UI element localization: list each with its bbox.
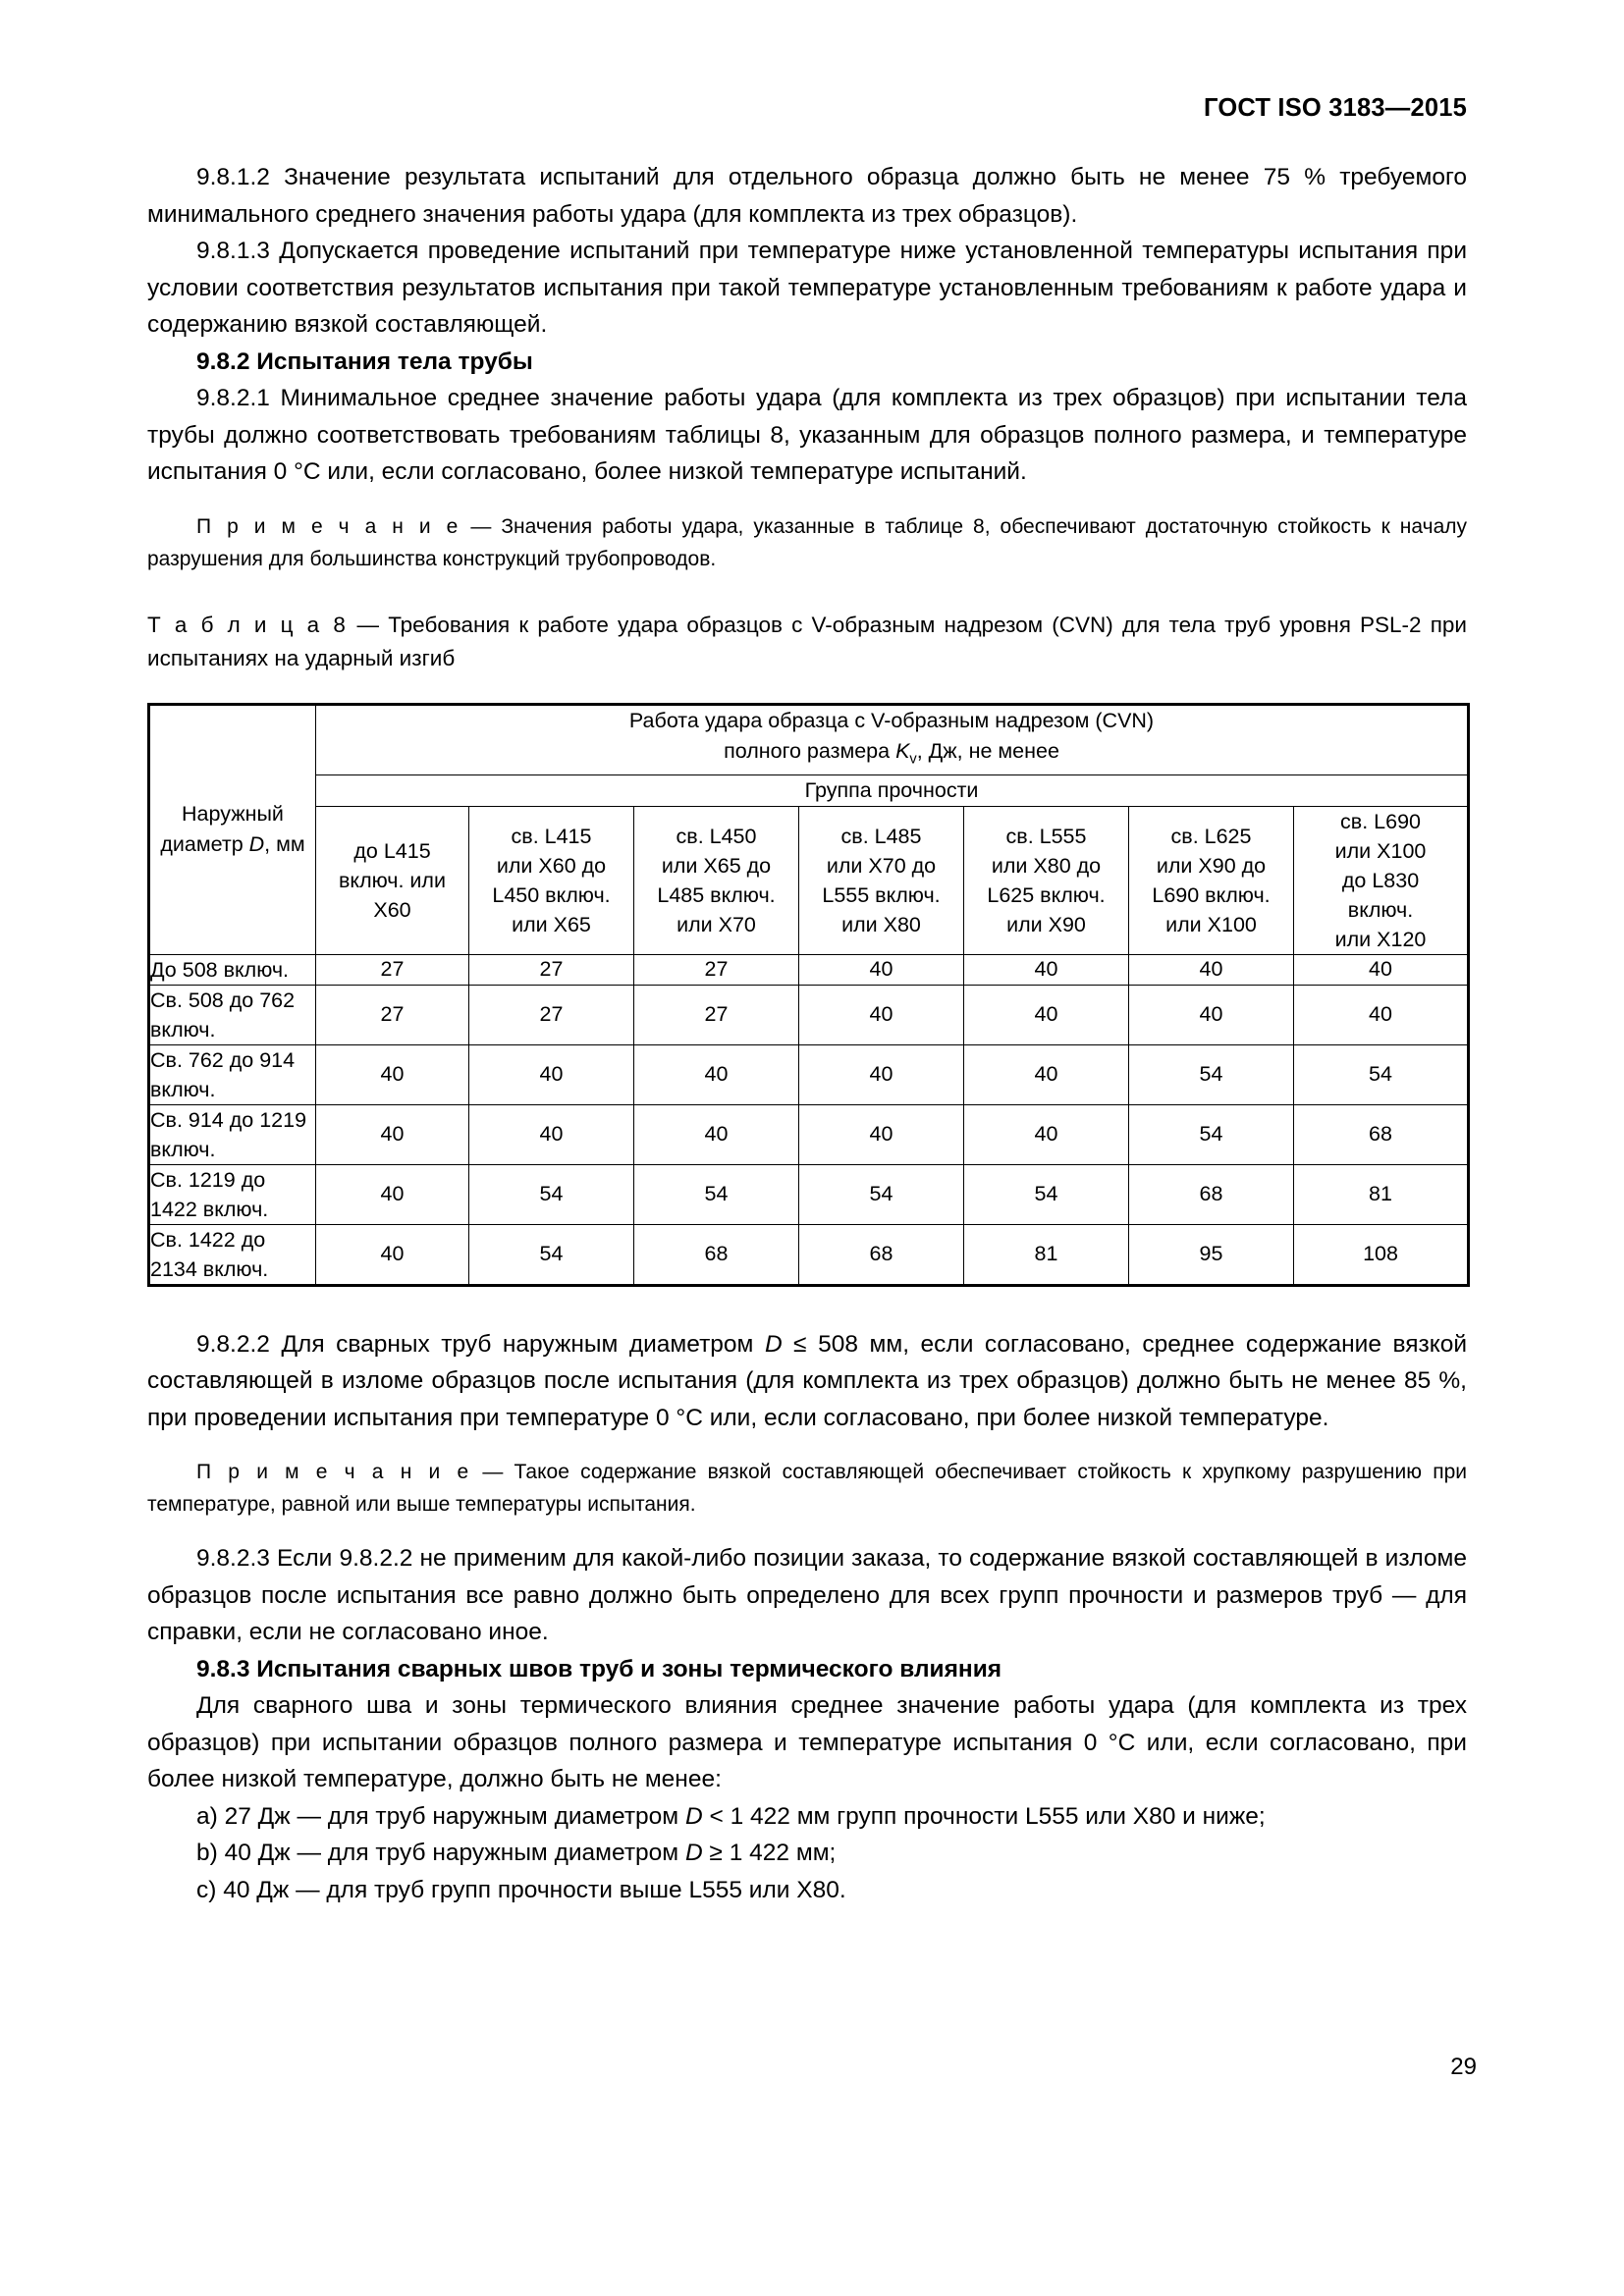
spacer [147, 1521, 1467, 1540]
column-header-1-line2: включ. или [339, 868, 446, 892]
column-header-5-line4: или X90 [1006, 912, 1086, 936]
symbol-d: D [764, 1330, 783, 1358]
cell-value: 40 [634, 1104, 799, 1164]
stub-header-symbol-d: D [248, 832, 265, 857]
note-1 [147, 510, 1467, 575]
row-label: Св. 1219 до 1422 включ. [149, 1164, 316, 1224]
cell-value: 81 [1294, 1164, 1469, 1224]
note-1-text: — Значения работы удара, указанные в таблице 8, обеспечивают достаточную стойкость к началу разрушения для большинства конструкций трубопроводов. [147, 514, 1467, 570]
cell-value: 54 [469, 1164, 634, 1224]
list-item [147, 1835, 1467, 1872]
cell-value: 40 [316, 1164, 469, 1224]
spacer [147, 1287, 1467, 1326]
page-content [147, 0, 1467, 1908]
cell-value: 95 [1129, 1224, 1294, 1285]
table-row [149, 954, 1469, 985]
spacer [147, 575, 1467, 609]
cell-value: 54 [964, 1164, 1129, 1224]
column-header-4-line4: или X80 [841, 912, 921, 936]
table-caption-text: — Требования к работе удара образцов с V-образным надрезом (CVN) для тела труб уровня PSL-2 при испытаниях на ударный изгиб [147, 612, 1467, 670]
cell-value: 40 [964, 1104, 1129, 1164]
group-header-line2-b: , Дж, не менее [916, 738, 1059, 763]
spacer [147, 491, 1467, 510]
table-row [149, 1044, 1469, 1104]
cell-value: 68 [799, 1224, 964, 1285]
column-header-7-line4: включ. [1347, 897, 1414, 922]
page-number: 29 [1450, 2054, 1477, 2080]
table-subgroup-header-row [149, 774, 1469, 806]
cell-value: 54 [1129, 1104, 1294, 1164]
table-header-row-group [149, 704, 1469, 774]
list-item-marker: c) [196, 1876, 217, 1903]
column-header-7 [1294, 806, 1469, 954]
column-header-4 [799, 806, 964, 954]
row-label: Св. 508 до 762 включ. [149, 985, 316, 1044]
table-caption [147, 609, 1467, 675]
cell-value: 40 [1294, 954, 1469, 985]
cell-value: 54 [469, 1224, 634, 1285]
row-label: Св. 1422 до 2134 включ. [149, 1224, 316, 1285]
paragraph-9-8-1-3: 9.8.1.3 Допускается проведение испытаний при температуре ниже установленной температуры испытания при условии соответствия результатов испытания при такой температуре установленным требованиям к работе удара и содержанию вязкой составляющей. [147, 238, 1467, 338]
cell-value: 40 [964, 985, 1129, 1044]
cell-value: 27 [634, 985, 799, 1044]
cell-value: 27 [469, 954, 634, 985]
column-header-3-line4: или X70 [677, 912, 756, 936]
note-1-label: П р и м е ч а н и е [196, 514, 461, 538]
table-group-header [316, 704, 1469, 774]
column-header-6 [1129, 806, 1294, 954]
cell-value: 40 [964, 1044, 1129, 1104]
column-header-4-line2: или X70 до [826, 853, 937, 878]
cell-value: 54 [634, 1164, 799, 1224]
cell-value: 27 [634, 954, 799, 985]
column-header-7-line1: св. L690 [1340, 809, 1421, 833]
column-header-7-line2: или X100 [1334, 838, 1427, 863]
list-item-text-before: 40 Дж — для труб групп прочности выше L555 или Х80. [223, 1876, 846, 1903]
paragraph-9-8-2-2-part-b: ≤ 508 мм, если согласовано, среднее содержание вязкой составляющей в изломе образцов после испытания (для комплекта из трех образцов) должно быть не менее 85 %, при проведении испытания при температуре 0 °С или, если согласовано, при более низкой температуре. [147, 1330, 1468, 1431]
column-header-2-line3: L450 включ. [492, 882, 611, 907]
table-row [149, 985, 1469, 1044]
list-item-marker: a) [196, 1802, 218, 1830]
column-header-5 [964, 806, 1129, 954]
cell-value: 27 [316, 954, 469, 985]
paragraph-9-8-1-2: 9.8.1.2 Значение результата испытаний для отдельного образца должно быть не менее 75 % требуемого минимального среднего значения работы удара (для комплекта из трех образцов). [147, 164, 1467, 228]
group-header-line2 [724, 738, 1059, 767]
column-header-5-line3: L625 включ. [987, 882, 1106, 907]
paragraph-9-8-3: Для сварного шва и зоны термического влияния среднее значение работы удара (для комплекта из трех образцов) при испытании образцов полного размера и температуре испытания 0 °С или, если согласовано, при более низкой температуре, должно быть не менее: [147, 1692, 1467, 1793]
spacer [147, 675, 1467, 703]
column-header-3-line3: L485 включ. [657, 882, 776, 907]
heading-9-8-3: 9.8.3 Испытания сварных швов труб и зоны термического влияния [196, 1655, 1002, 1682]
column-header-2-line1: св. L415 [511, 824, 592, 848]
list-item-marker: b) [196, 1840, 218, 1867]
list-item [147, 1872, 1467, 1909]
column-header-7-line3: до L830 [1341, 868, 1420, 892]
column-header-2 [469, 806, 634, 954]
column-header-6-line3: L690 включ. [1152, 882, 1271, 907]
note-2-text: — Такое содержание вязкой составляющей обеспечивает стойкость к хрупкому разрушению при температуре, равной или выше температуры испытания. [147, 1461, 1467, 1517]
symbol-d: D [684, 1802, 703, 1830]
cell-value: 40 [799, 1044, 964, 1104]
list-item-text-before: 27 Дж — для труб наружным диаметром [224, 1802, 685, 1830]
symbol-kv-subscript: v [909, 750, 917, 767]
table-row [149, 1104, 1469, 1164]
cell-value: 40 [964, 954, 1129, 985]
list-item-text-after: ≥ 1 422 мм; [702, 1840, 837, 1867]
row-label: До 508 включ. [149, 954, 316, 985]
table-column-header-row [149, 806, 1469, 954]
column-header-1-line1: до L415 [353, 838, 431, 863]
row-label: Св. 914 до 1219 включ. [149, 1104, 316, 1164]
list-item-text-before: 40 Дж — для труб наружным диаметром [224, 1840, 685, 1867]
paragraph-9-8-2-2 [147, 1326, 1467, 1437]
paragraph-9-8-2-2-part-a: 9.8.2.2 Для сварных труб наружным диаметром [196, 1330, 765, 1358]
cell-value: 40 [1129, 954, 1294, 985]
column-header-2-line4: или X65 [512, 912, 591, 936]
cell-value: 40 [634, 1044, 799, 1104]
column-header-1 [316, 806, 469, 954]
cell-value: 27 [316, 985, 469, 1044]
group-header-line1: Работа удара образца с V-образным надрезом (CVN) [628, 708, 1155, 732]
cell-value: 40 [316, 1224, 469, 1285]
cell-value: 40 [316, 1044, 469, 1104]
row-label: Св. 762 до 914 включ. [149, 1044, 316, 1104]
symbol-kv: K [895, 738, 910, 763]
column-header-5-line1: св. L555 [1005, 824, 1087, 848]
paragraph-9-8-2-3: 9.8.2.3 Если 9.8.2.2 не применим для какой-либо позиции заказа, то содержание вязкой составляющей в изломе образцов после испытания все равно должно быть определено для всех групп прочности и размеров труб — для справки, если не согласовано иное. [147, 1545, 1467, 1646]
stub-header-line1: Наружный [182, 802, 284, 827]
cell-value: 68 [634, 1224, 799, 1285]
table-row [149, 1224, 1469, 1285]
spacer [147, 1436, 1467, 1456]
table-subgroup-header: Группа прочности [316, 774, 1469, 806]
cell-value: 68 [1129, 1164, 1294, 1224]
column-header-4-line3: L555 включ. [822, 882, 941, 907]
table-8-cvn-requirements [147, 703, 1470, 1287]
symbol-d: D [684, 1840, 703, 1867]
column-header-6-line2: или X90 до [1156, 853, 1267, 878]
cell-value: 40 [469, 1044, 634, 1104]
column-header-1-line3: X60 [373, 897, 411, 922]
cell-value: 40 [1294, 985, 1469, 1044]
cell-value: 40 [469, 1104, 634, 1164]
list-item-text-after: < 1 422 мм групп прочности L555 или Х80 и ниже; [702, 1802, 1266, 1830]
note-2-label: П р и м е ч а н и е [196, 1461, 472, 1484]
cell-value: 108 [1294, 1224, 1469, 1285]
enumerated-requirements-list [147, 1798, 1467, 1909]
column-header-2-line2: или X60 до [496, 853, 607, 878]
cell-value: 40 [799, 954, 964, 985]
cell-value: 81 [964, 1224, 1129, 1285]
cell-value: 40 [799, 985, 964, 1044]
note-2 [147, 1456, 1467, 1521]
column-header-3 [634, 806, 799, 954]
cell-value: 54 [1129, 1044, 1294, 1104]
heading-9-8-2: 9.8.2 Испытания тела трубы [196, 347, 533, 375]
column-header-4-line1: св. L485 [840, 824, 922, 848]
column-header-5-line2: или X80 до [991, 853, 1102, 878]
column-header-7-line5: или X120 [1334, 927, 1427, 951]
paragraph-9-8-2-1: 9.8.2.1 Минимальное среднее значение работы удара (для комплекта из трех образцов) при испытании тела трубы должно соответствовать требованиям таблицы 8, указанным для образцов полного размера, и температуре испытания 0 °С или, если согласовано, более низкой температуре испытаний. [147, 385, 1467, 485]
stub-header-line2-b: , мм [264, 832, 305, 857]
stub-header-line2-a: диаметр [160, 832, 249, 857]
cell-value: 40 [799, 1104, 964, 1164]
column-header-3-line1: св. L450 [676, 824, 757, 848]
list-item [147, 1798, 1467, 1836]
table-stub-header [149, 704, 316, 954]
table-row [149, 1164, 1469, 1224]
cell-value: 54 [799, 1164, 964, 1224]
cell-value: 27 [469, 985, 634, 1044]
column-header-3-line2: или X65 до [661, 853, 772, 878]
table-caption-label: Т а б л и ц а 8 [147, 612, 349, 637]
cell-value: 40 [1129, 985, 1294, 1044]
cell-value: 68 [1294, 1104, 1469, 1164]
column-header-6-line1: св. L625 [1170, 824, 1252, 848]
column-header-6-line4: или X100 [1165, 912, 1257, 936]
group-header-line2-a: полного размера [724, 738, 896, 763]
cell-value: 40 [316, 1104, 469, 1164]
cell-value: 54 [1294, 1044, 1469, 1104]
page-header-standard-title: ГОСТ ISO 3183—2015 [1204, 94, 1467, 122]
